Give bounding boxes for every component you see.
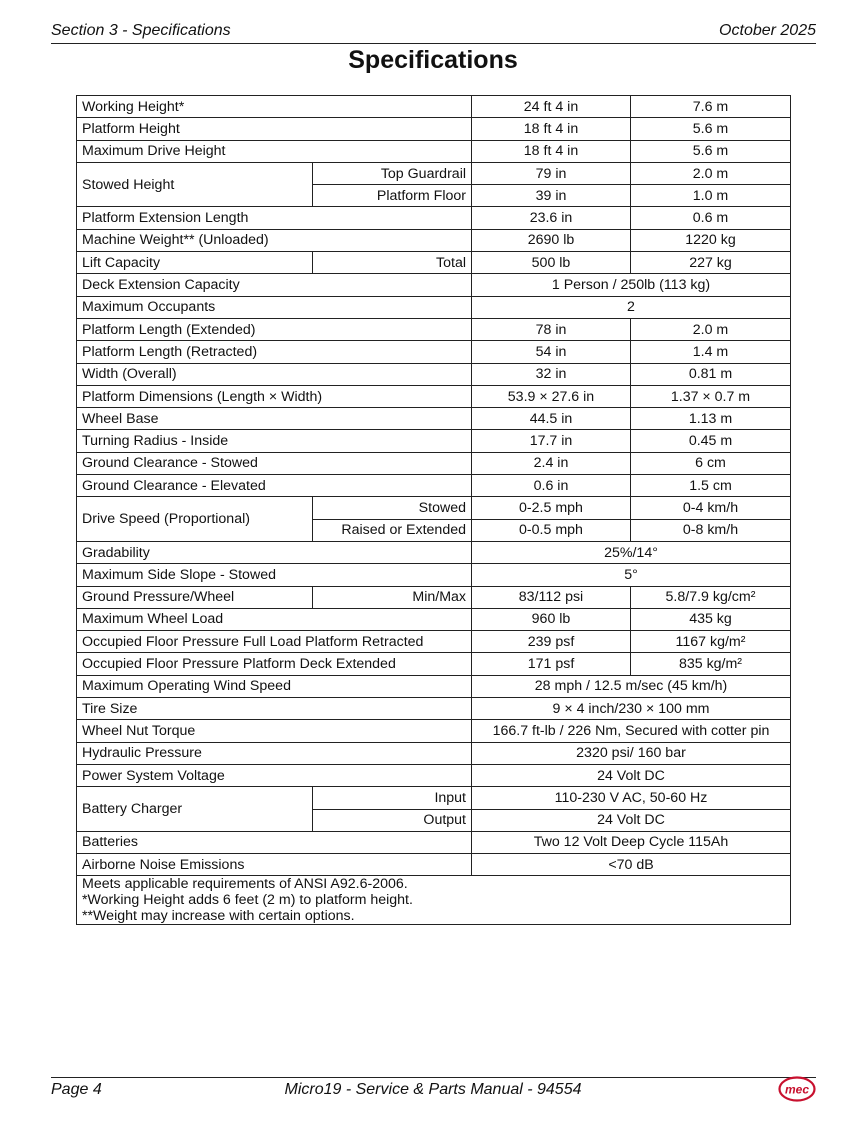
row-label: Turning Radius - Inside — [77, 430, 472, 452]
row-label: Working Height* — [77, 96, 472, 118]
imperial-value: 39 in — [472, 185, 631, 207]
table-row — [77, 296, 791, 318]
row-label: Platform Dimensions (Length × Width) — [77, 385, 472, 407]
combined-value: 5° — [472, 564, 791, 586]
notes-row — [77, 876, 791, 925]
imperial-value: 24 ft 4 in — [472, 96, 631, 118]
row-label: Batteries — [77, 831, 472, 853]
table-row — [77, 162, 791, 184]
metric-value: 1.5 cm — [631, 475, 791, 497]
row-sublabel: Total — [313, 252, 472, 274]
row-label: Power System Voltage — [77, 764, 472, 786]
combined-value: 28 mph / 12.5 m/sec (45 km/h) — [472, 675, 791, 697]
row-sublabel: Min/Max — [313, 586, 472, 608]
manual-title: Micro19 - Service & Parts Manual - 94554 — [284, 1081, 582, 1098]
combined-value: 24 Volt DC — [472, 809, 791, 831]
metric-value: 0.6 m — [631, 207, 791, 229]
table-row — [77, 452, 791, 474]
row-label: Ground Clearance - Elevated — [77, 475, 472, 497]
row-label: Deck Extension Capacity — [77, 274, 472, 296]
table-row — [77, 408, 791, 430]
metric-value: 435 kg — [631, 608, 791, 630]
metric-value: 1.0 m — [631, 185, 791, 207]
table-row — [77, 675, 791, 697]
imperial-value: 239 psf — [472, 631, 631, 653]
row-label: Drive Speed (Proportional) — [77, 497, 313, 542]
imperial-value: 32 in — [472, 363, 631, 385]
row-label: Wheel Base — [77, 408, 472, 430]
mec-logo — [778, 1076, 816, 1102]
metric-value: 2.0 m — [631, 318, 791, 340]
table-row — [77, 720, 791, 742]
table-row — [77, 252, 791, 274]
page-title: Specifications — [348, 46, 518, 74]
metric-value: 5.6 m — [631, 118, 791, 140]
metric-value: 1167 kg/m² — [631, 631, 791, 653]
table-row — [77, 385, 791, 407]
imperial-value: 78 in — [472, 318, 631, 340]
metric-value: 0-8 km/h — [631, 519, 791, 541]
combined-value: 2 — [472, 296, 791, 318]
table-row — [77, 653, 791, 675]
row-label: Platform Length (Extended) — [77, 318, 472, 340]
metric-value: 1220 kg — [631, 229, 791, 251]
combined-value: 24 Volt DC — [472, 764, 791, 786]
metric-value: 227 kg — [631, 252, 791, 274]
note-line: *Working Height adds 6 feet (2 m) to platform height. — [82, 892, 413, 909]
row-label: Ground Clearance - Stowed — [77, 452, 472, 474]
imperial-value: 54 in — [472, 341, 631, 363]
metric-value: 835 kg/m² — [631, 653, 791, 675]
row-label: Lift Capacity — [77, 252, 313, 274]
table-row — [77, 631, 791, 653]
table-row — [77, 698, 791, 720]
combined-value: 1 Person / 250lb (113 kg) — [472, 274, 791, 296]
table-row — [77, 207, 791, 229]
combined-value: 166.7 ft-lb / 226 Nm, Secured with cotter pin — [472, 720, 791, 742]
combined-value: 9 × 4 inch/230 × 100 mm — [472, 698, 791, 720]
row-label: Platform Height — [77, 118, 472, 140]
table-row — [77, 475, 791, 497]
row-label: Occupied Floor Pressure Platform Deck Extended — [77, 653, 472, 675]
row-sublabel: Raised or Extended — [313, 519, 472, 541]
row-label: Hydraulic Pressure — [77, 742, 472, 764]
table-row — [77, 96, 791, 118]
row-sublabel: Output — [313, 809, 472, 831]
metric-value: 7.6 m — [631, 96, 791, 118]
table-notes — [77, 876, 791, 925]
imperial-value: 53.9 × 27.6 in — [472, 385, 631, 407]
specifications-table — [76, 95, 791, 925]
row-sublabel: Stowed — [313, 497, 472, 519]
row-label: Wheel Nut Torque — [77, 720, 472, 742]
imperial-value: 79 in — [472, 162, 631, 184]
imperial-value: 171 psf — [472, 653, 631, 675]
page-number: Page 4 — [51, 1081, 102, 1098]
row-label: Maximum Side Slope - Stowed — [77, 564, 472, 586]
imperial-value: 2.4 in — [472, 452, 631, 474]
table-row — [77, 497, 791, 519]
row-label: Gradability — [77, 541, 472, 563]
table-row — [77, 430, 791, 452]
note-line: Meets applicable requirements of ANSI A92.6-2006. — [82, 876, 408, 893]
imperial-value: 0-2.5 mph — [472, 497, 631, 519]
metric-value: 2.0 m — [631, 162, 791, 184]
header-date: October 2025 — [719, 22, 816, 39]
row-label: Battery Charger — [77, 787, 313, 832]
table-row — [77, 608, 791, 630]
note-line: **Weight may increase with certain options. — [82, 908, 355, 925]
imperial-value: 23.6 in — [472, 207, 631, 229]
combined-value: 110-230 V AC, 50-60 Hz — [472, 787, 791, 809]
row-label: Occupied Floor Pressure Full Load Platform Retracted — [77, 631, 472, 653]
imperial-value: 83/112 psi — [472, 586, 631, 608]
table-row — [77, 854, 791, 876]
row-label: Airborne Noise Emissions — [77, 854, 472, 876]
table-row — [77, 787, 791, 809]
row-label: Ground Pressure/Wheel — [77, 586, 313, 608]
table-row — [77, 586, 791, 608]
row-label: Maximum Drive Height — [77, 140, 472, 162]
table-row — [77, 229, 791, 251]
row-label: Maximum Wheel Load — [77, 608, 472, 630]
metric-value: 0.81 m — [631, 363, 791, 385]
table-row — [77, 831, 791, 853]
row-label: Platform Length (Retracted) — [77, 341, 472, 363]
imperial-value: 960 lb — [472, 608, 631, 630]
imperial-value: 17.7 in — [472, 430, 631, 452]
imperial-value: 2690 lb — [472, 229, 631, 251]
imperial-value: 500 lb — [472, 252, 631, 274]
row-label: Tire Size — [77, 698, 472, 720]
row-label: Maximum Occupants — [77, 296, 472, 318]
footer-rule — [51, 1077, 816, 1078]
imperial-value: 0.6 in — [472, 475, 631, 497]
table-row — [77, 564, 791, 586]
metric-value: 1.13 m — [631, 408, 791, 430]
header-rule — [51, 43, 816, 44]
metric-value: 1.4 m — [631, 341, 791, 363]
imperial-value: 18 ft 4 in — [472, 118, 631, 140]
imperial-value: 0-0.5 mph — [472, 519, 631, 541]
section-header: Section 3 - Specifications — [51, 22, 231, 39]
combined-value: <70 dB — [472, 854, 791, 876]
table-row — [77, 140, 791, 162]
metric-value: 5.8/7.9 kg/cm² — [631, 586, 791, 608]
metric-value: 0.45 m — [631, 430, 791, 452]
row-label: Maximum Operating Wind Speed — [77, 675, 472, 697]
row-label: Machine Weight** (Unloaded) — [77, 229, 472, 251]
row-label: Stowed Height — [77, 162, 313, 207]
row-sublabel: Input — [313, 787, 472, 809]
combined-value: Two 12 Volt Deep Cycle 115Ah — [472, 831, 791, 853]
row-sublabel: Platform Floor — [313, 185, 472, 207]
table-row — [77, 274, 791, 296]
imperial-value: 44.5 in — [472, 408, 631, 430]
table-row — [77, 363, 791, 385]
table-row — [77, 742, 791, 764]
metric-value: 5.6 m — [631, 140, 791, 162]
table-row — [77, 118, 791, 140]
table-row — [77, 318, 791, 340]
row-label: Platform Extension Length — [77, 207, 472, 229]
imperial-value: 18 ft 4 in — [472, 140, 631, 162]
table-row — [77, 341, 791, 363]
table-row — [77, 541, 791, 563]
logo-text: mec — [784, 1082, 810, 1097]
row-label: Width (Overall) — [77, 363, 472, 385]
table-row — [77, 764, 791, 786]
combined-value: 2320 psi/ 160 bar — [472, 742, 791, 764]
row-sublabel: Top Guardrail — [313, 162, 472, 184]
combined-value: 25%/14° — [472, 541, 791, 563]
metric-value: 0-4 km/h — [631, 497, 791, 519]
metric-value: 1.37 × 0.7 m — [631, 385, 791, 407]
metric-value: 6 cm — [631, 452, 791, 474]
